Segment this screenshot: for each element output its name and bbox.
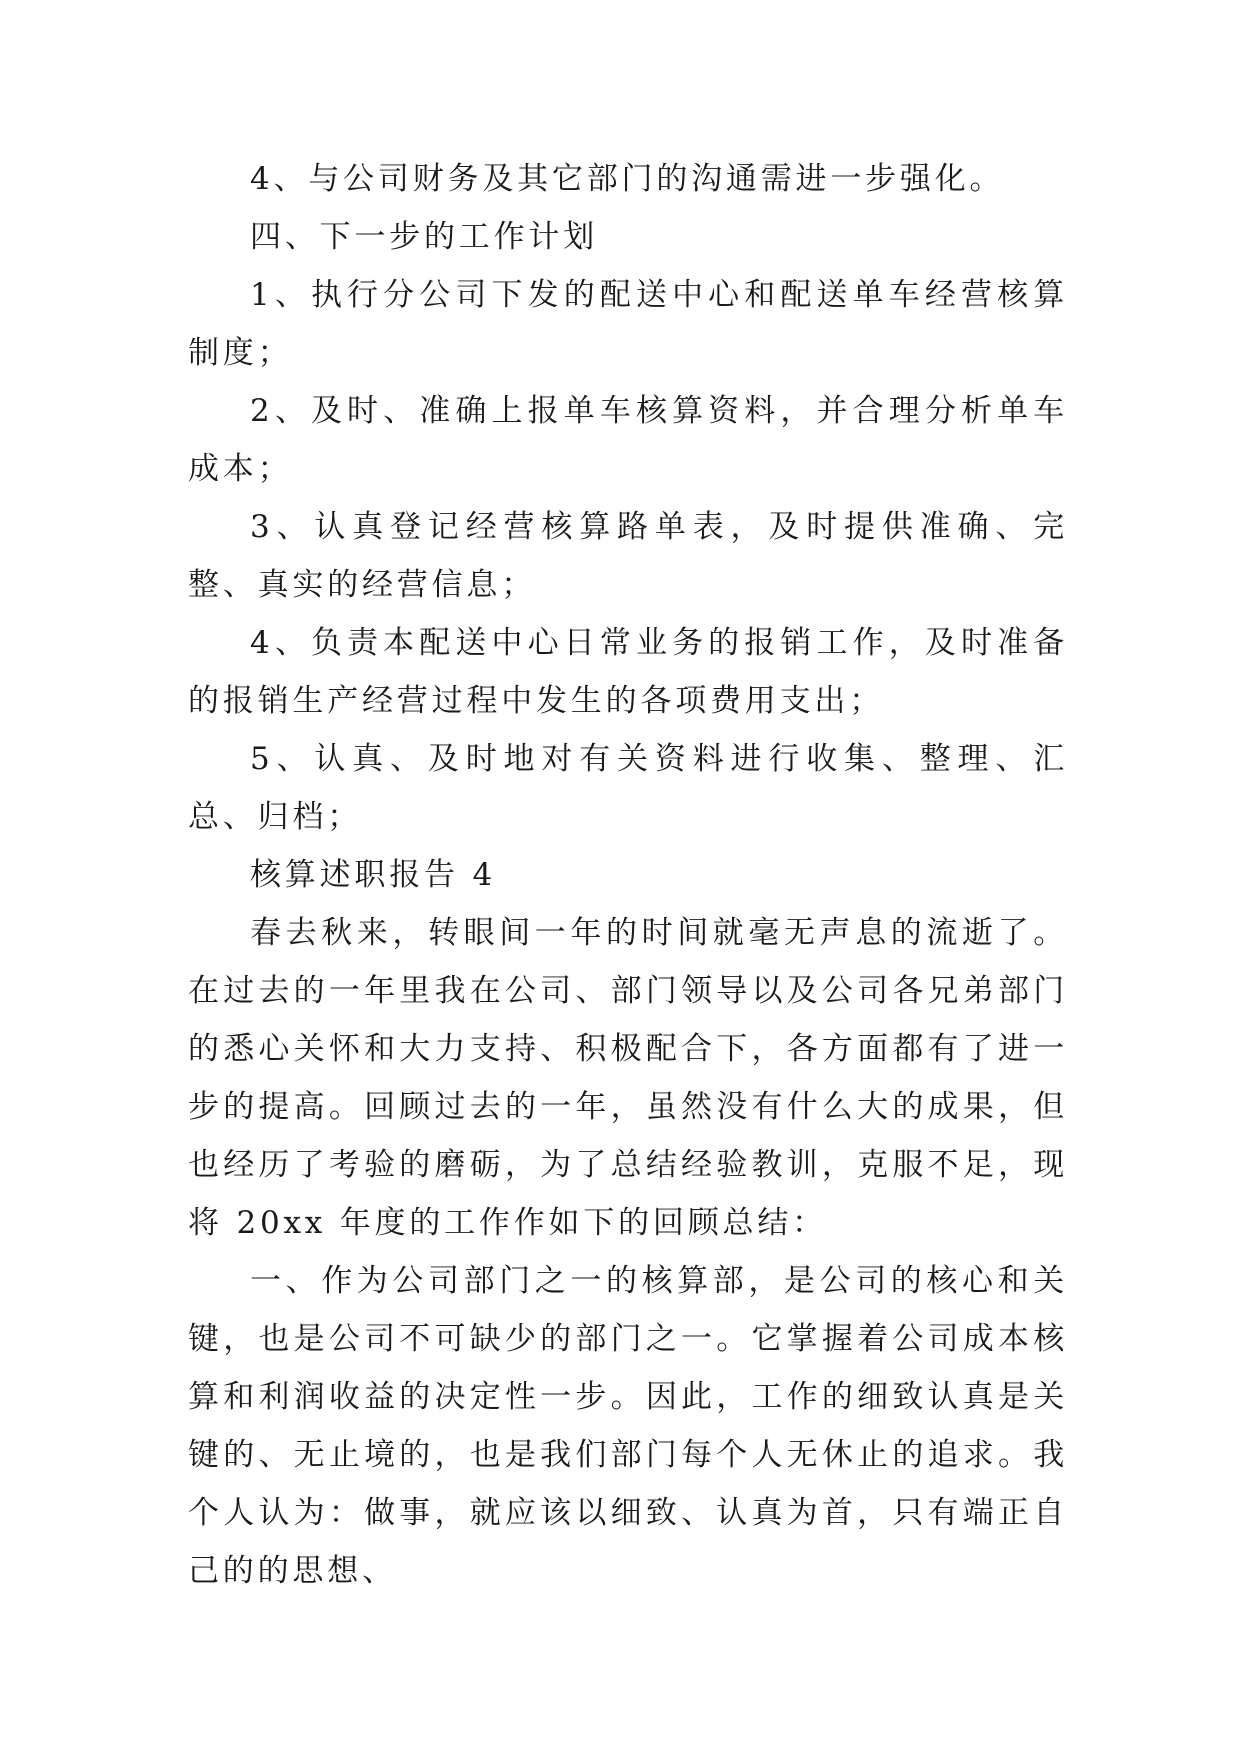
plan-item-2: 2、及时、准确上报单车核算资料，并合理分析单车成本； <box>188 393 1068 487</box>
document-body <box>188 150 1068 1600</box>
plan-item-4: 4、负责本配送中心日常业务的报销工作，及时准备的报销生产经营过程中发生的各项费用支出； <box>188 625 1068 719</box>
plan-item-3: 3、认真登记经营核算路单表，及时提供准确、完整、真实的经营信息； <box>188 509 1068 603</box>
paragraph-intro: 春去秋来，转眼间一年的时间就毫无声息的流逝了。在过去的一年里我在公司、部门领导以及公司各兄弟部门的悉心关怀和大力支持、积极配合下，各方面都有了进一步的提高。回顾过去的一年，虽然没有什么大的成果，但也经历了考验的磨砺，为了总结经验教训，克服不足，现将 20xx 年度的工作作如下的回顾总结： <box>188 915 1068 1241</box>
paragraph-communication-issue: 4、与公司财务及其它部门的沟通需进一步强化。 <box>250 161 1005 197</box>
report-title: 核算述职报告 4 <box>250 857 496 893</box>
plan-item-5: 5、认真、及时地对有关资料进行收集、整理、汇总、归档； <box>188 741 1068 835</box>
section-heading-next-plan: 四、下一步的工作计划 <box>250 219 598 255</box>
plan-item-1: 1、执行分公司下发的配送中心和配送单车经营核算制度； <box>188 277 1068 371</box>
paragraph-accounting-department: 一、作为公司部门之一的核算部，是公司的核心和关键，也是公司不可缺少的部门之一。它掌握着公司成本核算和利润收益的决定性一步。因此，工作的细致认真是关键的、无止境的，也是我们部门每个人无休止的追求。我个人认为：做事，就应该以细致、认真为首，只有端正自己的的思想、 <box>188 1263 1068 1589</box>
